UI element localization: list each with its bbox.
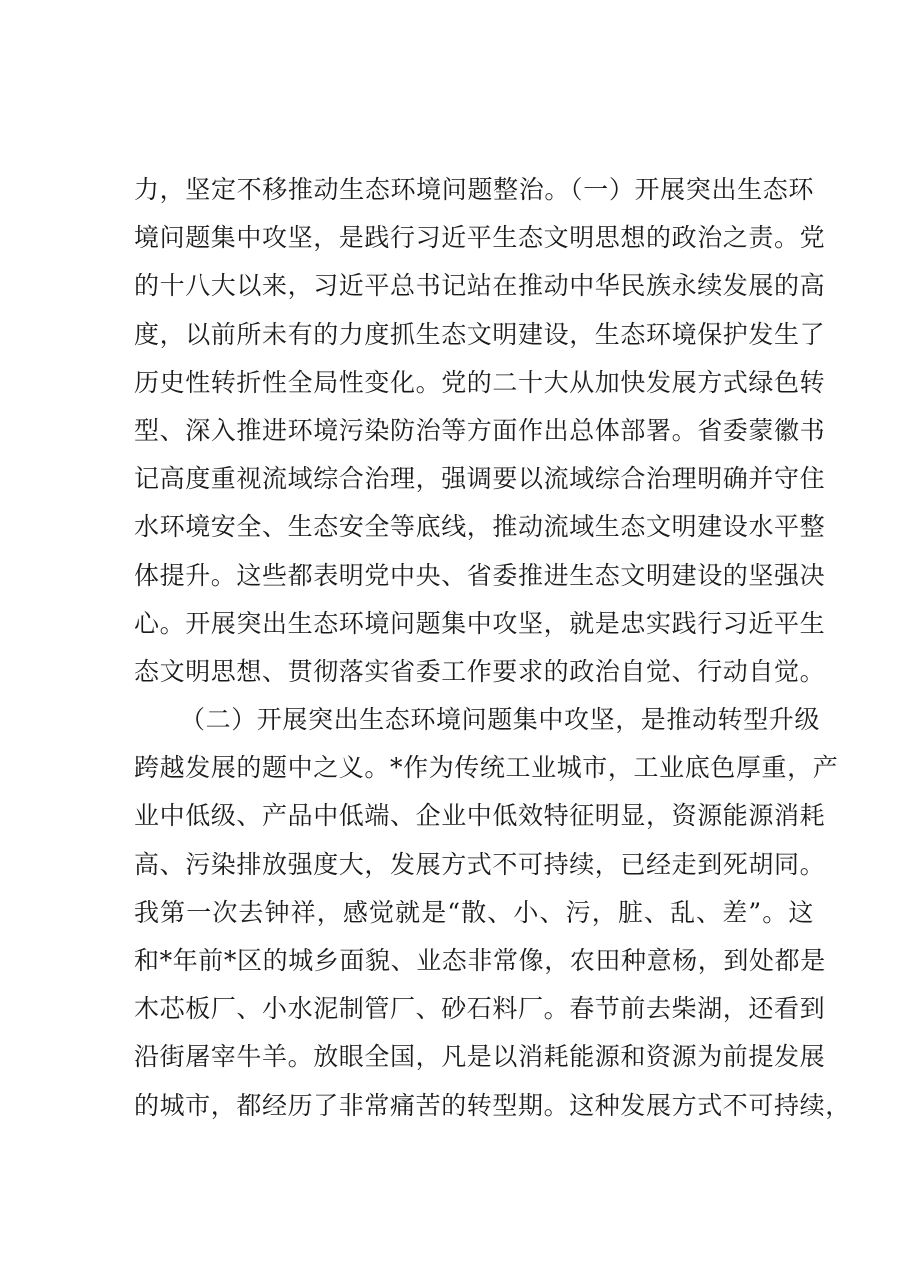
text-line: 的十八大以来，习近平总书记站在推动中华民族永续发展的高: [134, 271, 826, 301]
text-line: 型、深入推进环境污染防治等方面作出总体部署。省委蒙徽书: [134, 415, 826, 445]
text-line: 高、污染排放强度大，发展方式不可持续，已经走到死胡同。: [134, 849, 826, 879]
text-line: 我第一次去钟祥，感觉就是“散、小、污，脏、乱、差”。这: [134, 897, 814, 927]
text-line: 境问题集中攻坚，是践行习近平生态文明思想的政治之责。党: [134, 223, 826, 253]
text-line: 业中低级、产品中低端、企业中低效特征明显，资源能源消耗: [134, 801, 826, 831]
document-body: [134, 166, 851, 1130]
paragraph-2: [134, 696, 851, 1130]
text-line: 的城市，都经历了非常痛苦的转型期。这种发展方式不可持续，: [134, 1090, 851, 1120]
text-line: 沿街屠宰牛羊。放眼全国，凡是以消耗能源和资源为前提发展: [134, 1042, 826, 1072]
text-line: 历史性转折性全局性变化。党的二十大从加快发展方式绿色转: [134, 367, 826, 397]
text-line: 心。开展突出生态环境问题集中攻坚，就是忠实践行习近平生: [134, 608, 826, 638]
text-line: 记高度重视流域综合治理，强调要以流域综合治理明确并守住: [134, 464, 826, 494]
text-line: 跨越发展的题中之义。*作为传统工业城市，工业底色厚重，产: [134, 753, 839, 783]
text-line: 水环境安全、生态安全等底线，推动流域生态文明建设水平整: [134, 512, 826, 542]
paragraph-1: [134, 166, 826, 696]
text-line: 态文明思想、贯彻落实省委工作要求的政治自觉、行动自觉。: [134, 656, 826, 686]
text-line: 和*年前*区的城乡面貌、业态非常像，农田种意杨，到处都是: [134, 946, 826, 975]
text-line: 力，坚定不移推动生态环境问题整治。（一）开展突出生态环: [134, 175, 814, 204]
text-line: 度，以前所未有的力度抓生态文明建设，生态环境保护发生了: [134, 319, 826, 349]
text-line: 木芯板厂、小水泥制管厂、砂石料厂。春节前去柴湖，还看到: [134, 994, 826, 1024]
text-line: （二）开展突出生态环境问题集中攻坚，是推动转型升级: [180, 705, 821, 735]
text-line: 体提升。这些都表明党中央、省委推进生态文明建设的坚强决: [134, 560, 826, 590]
